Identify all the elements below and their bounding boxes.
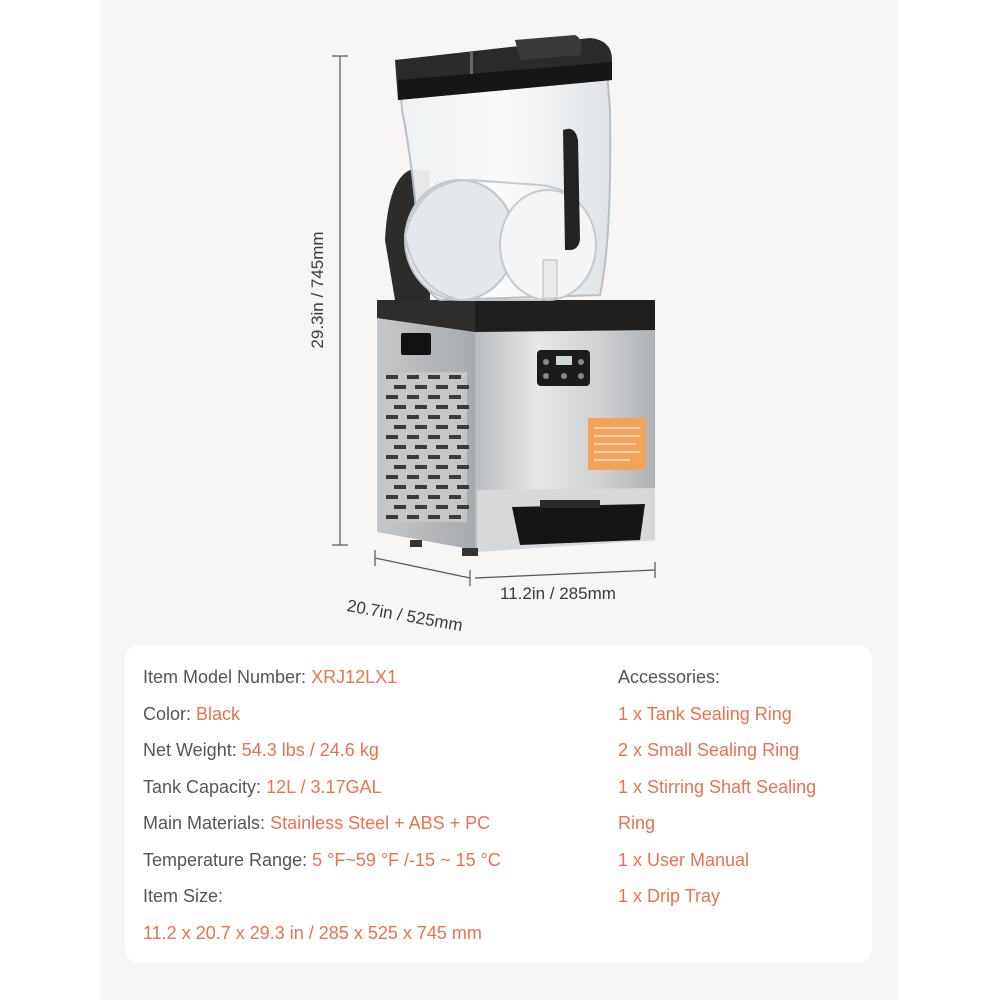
spec-capacity-label: Tank Capacity: <box>143 777 262 797</box>
spec-materials-value: Stainless Steel + ABS + PC <box>270 813 491 833</box>
spec-color-value: Black <box>196 704 241 724</box>
control-panel <box>537 350 590 386</box>
spec-materials-label: Main Materials: <box>143 813 266 833</box>
spec-weight-value: 54.3 lbs / 24.6 kg <box>241 740 379 760</box>
spec-capacity <box>143 776 382 798</box>
spec-weight-label: Net Weight: <box>143 740 237 760</box>
spec-temperature-value: 5 °F~59 °F /-15 ~ 15 °C <box>312 850 501 870</box>
spec-temperature <box>143 849 501 871</box>
spec-size-value-row <box>143 922 482 944</box>
spec-model <box>143 666 397 688</box>
spec-color <box>143 703 240 725</box>
spec-card <box>125 645 872 963</box>
spec-color-label: Color: <box>143 704 192 724</box>
accessory-item: Ring <box>618 813 656 833</box>
spec-temperature-label: Temperature Range: <box>143 850 308 870</box>
spec-size-value: 11.2 x 20.7 x 29.3 in / 285 x 525 x 745 mm <box>143 923 482 943</box>
spec-materials <box>143 812 490 834</box>
height-dimension-line <box>332 56 348 545</box>
accessory-item: 1 x Stirring Shaft Sealing <box>618 777 817 797</box>
accessory-item: 1 x Drip Tray <box>618 886 721 906</box>
spec-weight <box>143 739 379 761</box>
accessory-item: 1 x User Manual <box>618 850 750 870</box>
depth-dimension-line <box>375 550 470 586</box>
spec-capacity-value: 12L / 3.17GAL <box>266 777 382 797</box>
spec-size-label: Item Size: <box>143 886 224 906</box>
dispense-handle <box>563 129 580 250</box>
spec-size <box>143 885 223 907</box>
height-dimension-label: 29.3in / 745mm <box>308 231 327 349</box>
width-dimension-line <box>475 562 655 578</box>
accessories-title: Accessories: <box>618 667 721 687</box>
spec-model-label: Item Model Number: <box>143 667 307 687</box>
accessory-item: 2 x Small Sealing Ring <box>618 740 800 760</box>
width-dimension-label: 11.2in / 285mm <box>500 584 616 603</box>
depth-dimension-label: 20.7in / 525mm <box>345 596 465 636</box>
spec-model-value: XRJ12LX1 <box>311 667 398 687</box>
drip-tray <box>512 504 645 545</box>
side-handle <box>401 333 431 355</box>
accessory-item: 1 x Tank Sealing Ring <box>618 704 792 724</box>
